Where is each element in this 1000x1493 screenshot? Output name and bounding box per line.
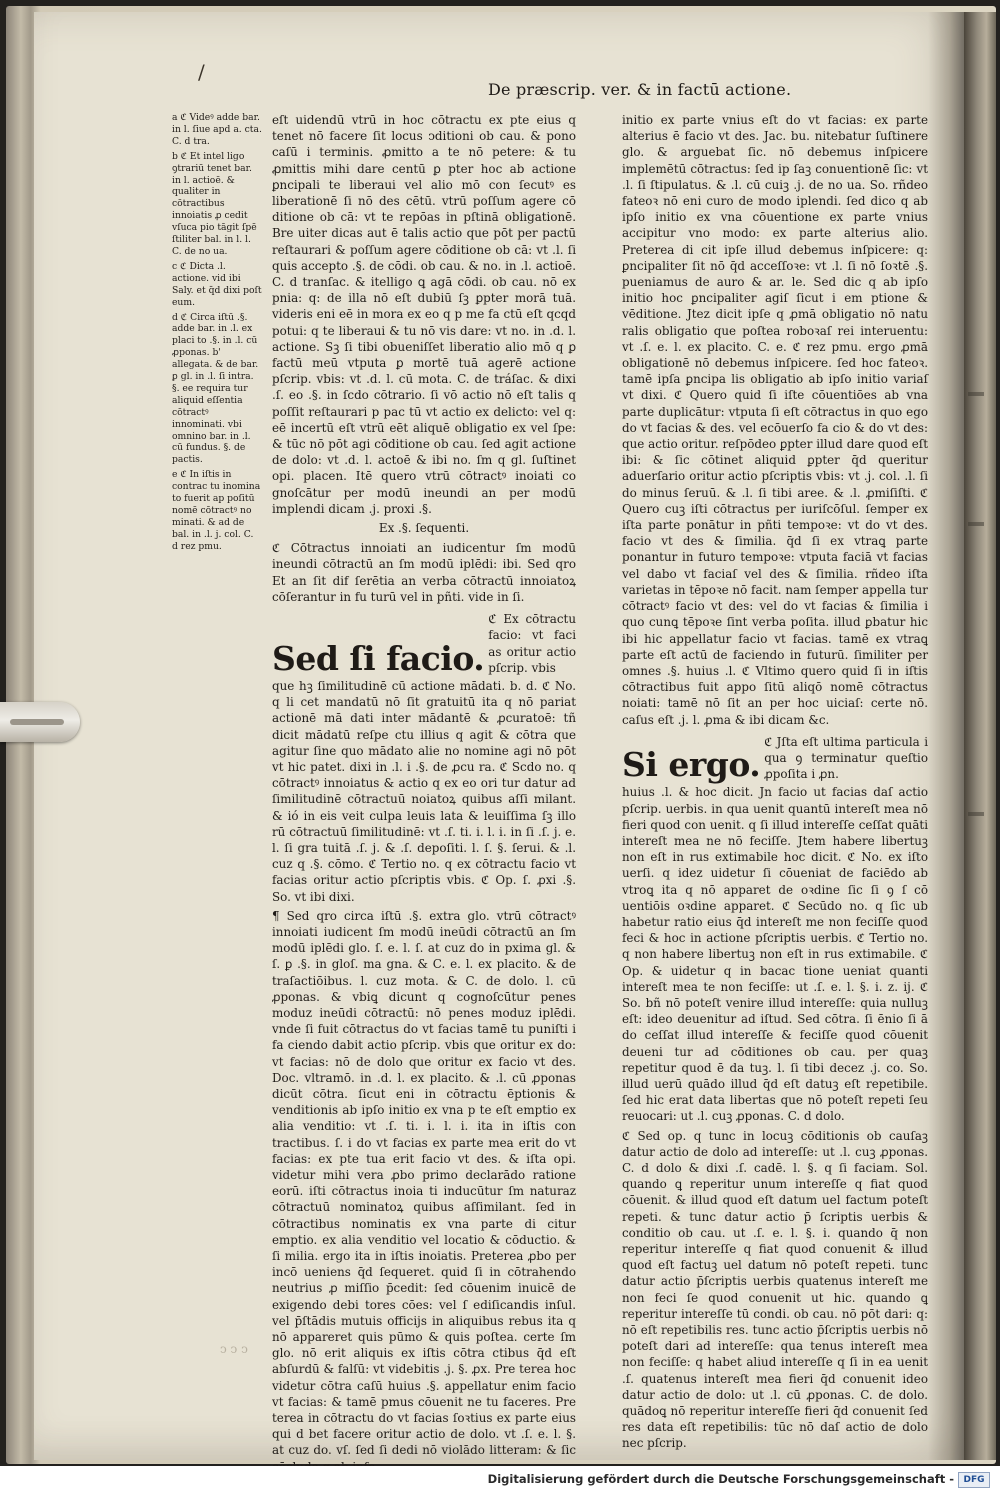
bleed-mark	[968, 812, 984, 816]
bleed-mark	[968, 522, 984, 526]
paragraph: initio ex parte vnius eſt do vt facias: ex parte alterius ē facio vt des. Jac. bu. nitebatur ſuſtinere glo. & arguebat ſic. nō debemus inſpicere implemētū cōtractus: ſed ip ſaꝫ conuentionē ſic: vt .l. ſi ſtipulatus. & .l. cū cuiꝫ .j. de no ua. So. rñdeo fateoꝛ nō eni curo de modo iplendi. ſed dico q ab ipſo initio ex vna cōuentione ex parte vnius accipitur vno modo: ex parte alterius alio. Preterea di cit ipſe illud debemus inſpicere: q: ꝑncipaliter ſit nō q̄d acceſſoꝛe: vt .l. ſi nō ſoꝛtē .§. pueniamus de auro & ar. le. Sed dic q ab ipſo initio hoc ꝑncipaliter agiſ ſicut i em ptione & vēditione. Jtez dicit ipſe q ꝓmā obligatio nō natu ralis obligatio que poſtea roboꝛaſ rei interuentu: vt .ſ. e. l. ex placito. C. e. ℭ rez pmu. ergo ꝓmā obligationē nō debemus inſpicere. ſed hoc fateoꝛ. tamē ipſa ꝑncipa lis obligatio ab ipſo initio variaſ vt dixi. ℭ Quero quid ſi iſte cōuentiōes ab vna parte duplicātur: vtputa ſi eſt cōtractus in quo ego do vt facias & des. vel ecōuerſo fa cio & do vt des: que actio oritur. reſpōdeo ꝑpter illud dare quod eſt ibi: & ſic cōtinet aliquid ꝑpter q̄d queritur aduerſario oritur actio pſcriptis vbis: vt .j. col. .l. ſi do minus ſeruū. & .l. ſi tibi aree. & .l. ꝓmiſiſti. ℭ Quero cuꝫ iſti cōtractus per iuriſcōſul. ſemper ex iſta parte ponātur in pñti tempoꝛe: vt do vt des. facio vt des & ſimilia. q̄d ſi ex vtraꝗ parte ponantur in futuro tempoꝛe: vtputa faciā vt facias vel dabo vt faciaſ vel des & ſimilia. rñdeo iſta varietas in tēpoꝛe nō facit. nam ſemper appella tur cōtractꝰ facio vt des: vel do vt facias & ſimilia i quo cunꝗ tēpoꝛe ſint verba poſita. illud ꝑbatur hic ibi hic appellatur facio vt facias. tamē ex vtraꝗ parte eſt actū de faciendo in futurū. ſimiliter per omnes .§. huius .l. ℭ Vltimo quero quid ſi in iſtis cōtractibus fuit appo ſitū aliqō nomē cōtractus noiati: tamē nō ſit an per hoc uiciaſ: certe nō. caſus eſt .j. l. ꝓma & ibi dicam &c.	[622, 113, 928, 727]
paragraph: eſt uidendū vtrū in hoc cōtractu ex pte eius q tenet nō facere ſit locus ↄditioni ob cau. & pono caſū i terminis. ꝓmitto a te nō petere: & tu ꝓmittis mihi dare centū ꝑ pter hoc ab actione ꝑncipali te liberaui vel alio mō con ſecutꝰ es liberationē ſi nō des cētū. vtrū poſſum agere cō ditione ob cā: vt te repōas in pſtinā obligationē. Bre uiter dicas aut ē talis actio que pōt per pactū reſtaurari & poſſum agere cōditione ob cā: vt .l. ſi quis accepto .§. de cōdi. ob cau. & no. in .l. actioē. C. d tranſac. & itelligo ꝗ agā cōdi. ob cau. nō ex pnia: q: de illa nō eſt dubiū ſꝫ ꝑpter morā tuā. videris eni eē in mora ex eo q p me fa ctū eſt qcqd potui: q te liberaui & tu nō vis dare: vt no. in .d. l. actione. Sꝫ ſi tibi obueniſſet liberatio alio mō q ꝑ factū meū vtputa ꝑ mortē tuā agerē actione pſcrip. vbis: vt .d. l. cū mota. C. de tráſac. & dixi .ſ. eo .§. in ſcdo cōtrario. ſi vō actio nō eſt talis q poſſit reſtaurari p pac tū vt actio ex delicto: vel q: eē incertū eſt vtrū eēt aliquē obligatio ex vel ſpe: & tūc nō pōt agi cōditione ob cau. ſed agit actione de dolo: vt .d. l. actoē & ibi no. ſm q gl. ſuſtinet opi. placen. Itē quero vtrū cōtractꝰ inoiati co gnoſcātur per modū ineundi an per modū implendi dicam .j. proxi .§.	[272, 113, 576, 516]
section-heading	[622, 734, 928, 783]
paragraph-reference: Ex .§. ſequenti.	[378, 521, 470, 536]
book-spine-edge	[964, 12, 996, 1460]
bookmark-slot	[10, 719, 64, 725]
text-column-left	[272, 112, 576, 1478]
paragraph: que hꝫ ſimilitudinē cū actione mādati. b. d. ℭ No. q li cet mandatū nō ſit gratuitū ita q nō pariat actionē mā dati inter mādantē & ꝓcuratoē: tñ dicit mādatū reſpe ctu illius q agit & cōtra que agitur ſine quo mādato alie no nomine agi nō pōt vt hic patet. dixi in .l. i .§. de ꝓcu ra. ℭ Scdo no. q cōtractꝰ innoiatus & actio q ex eo ori tur datur ad ſimilitudinē cōtractuū noiatoꝝ quibus aſſi milant. & ió in eis veit culpa leuis lata & leuiſſima ſꝫ illo rū cōtractuū ſimilitudinē: vt .ſ. ti. i. l. i. in ſi .ſ. j. e. l. ſi gra tuitā .ſ. j. & .ſ. depoſiti. l. ſ. §. ſerui. & .l. cuz q .§. cōmo. ℭ Tertio no. q ex cōtractu facio vt facias oritur actio pſcriptis vbis. ℭ Op. ſ. ꝓxi .§. So. vt ibi dixi.	[272, 678, 576, 904]
paragraph: huius .l. & hoc dicit. Jn facio ut facias daſ actio pſcrip. uerbis. in qua uenit quantū intereſt mea nō fieri quod con uenit. q ſi illud intereſſe ceſſat quāti intereſt mea ne nō feciſſe. Jtem habere libertuꝫ non eſt in rus extimabile hoc dicit. ℭ No. ex iſto uerſi. q idez uidetur ſi cōueniat de faciēdo ab vtroꝗ ita q nō apparet de oꝛdine ſic ſi ꝯ ſ cō uentiōis oꝛdine apparet. ℭ Secūdo no. q ſic ub habetur ratio eius q̄d intereſt me non feciſſe quod feci & hoc in actione pſcriptis uerbis. ℭ Tertio no. q non habere libertuꝫ non eſt in rus extimabile. ℭ Op. & uidetur q in bacac tione ueniat quanti intereſt mea te non feciſſe: ut .ſ. e. l. §. i. z. ij. ℭ So. bñ nō poteſt venire illud intereſſe: quia nulluꝫ eſt: ideo deuenitur ad iſtud. Sed cōtra. ſi ēnio ſi ā do ceſſat illud intereſſe & feciſſe quod cōuenit deueni tur ad cōditiones ob cau. per quaꝫ repetitur quod ē da tuꝫ. l. ſi tibi decez .j. co. So. illud uerū quādo illud q̄d eſt datuꝫ eſt repetibile. ſed hic erat data libertas que nō poteſt repeti ſeu reuocari: ut .l. cuꝫ ꝓponas. C. d dolo.	[622, 785, 928, 1124]
marginal-note: e ℭ In iſtis in contrac tu inomina to fuerit ap poſitū nomē cōtractꝰ no minati. & ad de bal. in .l. j. col. C. d rez pmu.	[172, 469, 261, 552]
marginal-note: b ℭ Et intel ligo ꝯtrariū tenet bar. in l. actioē. & qualiter in cōtractibus innoiatis ꝓ cedit vſuca pio tāgit ſpē ſtiliter bal. in l. l. C. de no ua.	[172, 150, 257, 257]
section-heading-continuation: ℭ Jſta eſt ultima particula i qua ꝯ terminatur queſtio ꝓpoſita i ꝓn.	[764, 734, 928, 782]
marginal-notes	[172, 112, 262, 556]
credit-bar	[0, 1466, 1000, 1493]
section-heading-title: Sed ſi facio.	[272, 638, 485, 678]
marginal-note: c ℭ Dicta .l. actione. vid ibi Saly. et q̄d dixi poſt eum.	[172, 260, 262, 308]
text-column-right	[622, 112, 928, 1455]
funding-credit: Digitalisierung gefördert durch die Deutsche Forschungsgemeinschaft -	[487, 1472, 954, 1486]
section-heading-title: Si ergo.	[622, 745, 761, 785]
paragraph: ℭ Cōtractus innoiati an iudicentur ſm modū ineundi cōtractū an ſm modū iplēdi: ibi. Sed qro Et an ſit dif ſerētia an verba cōtractū innoiatoꝝ cōſerantur in fu turū vel in pñti. vide in ſi.	[272, 541, 576, 604]
marginal-note: a ℭ Videꝰ adde bar. in l. ſiue apd a. cta. C. d tra.	[172, 112, 262, 147]
paragraph: ¶ Sed qro circa iſtū .§. extra glo. vtrū cōtractꝰ innoiati iudicent ſm modū ineūdi cōtractū an ſm modū iplēdi glo. ſ. e. l. ſ. at cuz do in pxima gl. & ſ. ꝑ .§. in gloſ. ma gna. & C. e. l. ex placito. & de traſactiōibus. l. cuz mota. & C. de dolo. l. cū ꝓponas. & vbiꝗ dicunt q cognoſcūtur penes moduz ineūdi cōtractū: nō penes moduz iplēdi. vnde ſi fuit cōtractus do vt facias tamē tu puniſti i fa ciendo dabit actio pſcrip. vbis que oritur ex do: vt facias: nō de dolo que oritur ex facio vt des. Doc. vltramō. in .d. l. ex placito. & .l. cū ꝓponas dicūt cōtra. ſicut eni in cōtractu ēptionis & venditionis ab ipſo initio ex vna p te eſt emptio ex alia venditio: vt .ſ. ti. i. l. i. ita in iſtis con tractibus. ſ. i do vt facias ex parte mea erit do vt facias: ex pte tua erit facio vt des. & iſta opi. videtur mihi vera ꝓbo primo declarādo ratione eorū. iſti cōtractus inoia ti inducūtur ſm naturaz cōtractuū nominatoꝝ quibus aſſimilant. ſed in cōtractibus nominatis ex vna parte di citur emptio. ex alia venditio vel locatio & cōductio. & ſi milia. ergo ita in iſtis inoiatis. Preterea ꝓbo per incō ueniens q̄d ſequeret. quid ſi in cōtrahendo neutrius ꝓ miſſio p̄cedit: ſed cōuenim inuicē de exigendo debi tores cōes: vel ſ ediſicandis inſul. vel p̄ſtādis mutuis officijs in aliquibus rebus ita q nō appareret quis pūmo & quis poſtea. certe ſm glo. nō erit aliquis ex iſtis cōtra ctibus q̄d eſt abſurdū & falſū: vt videbitis .j. §. ꝓx. Pre terea hoc videtur cōtra caſū huius .§. appellatur enim facio vt facias: & tamē pmus cōuenit ne tu faceres. Pre terea in cōtractu do vt facias ſoꝛtius ex parte eius qui d bet facere oritur actio de dolo. vt .ſ. e. l. §. at cuz do. vſ. ſed ſi dedi nō violādo litteram: & ſic	[272, 908, 576, 1458]
bookmark-tab	[0, 702, 80, 742]
running-head: De præscrip. ver. & in factū actione.	[488, 80, 792, 99]
paragraph: ℭ Sed op. q tunc in locuꝫ cōditionis ob cauſaꝫ datur actio de dolo ad intereſſe: ut .l. cuꝫ ꝓponas. C. d dolo & dixi .ſ. cadē. l. §. q ſi faciam. Sol. quando ꝗ reperitur unum intereſſe q fiat quod cōuenit. & illud quod eſt datum uel factum poteſt repeti. & tunc datur actio p̄ ſcriptis uerbis & conditio ob cau. ut .ſ. e. l. §. i. quando q̄ non reperitur intereſſe q fiat quod conuenit & illud quod eſt factuꝫ uel datum nō poteſt repeti. tunc datur actio p̄ſcriptis uerbis quatenus intereſt me non feci ſe quod conuenit ut hic. quando ꝗ reperitur intereſſe tū condi. ob cau. nō pōt dari: q: nō eſt repetibilis res. tunc actio p̄ſcriptis uerbis nō poteſt dari ad intereſſe: qua tenus intereſt mea non feciſſe: q habet aliud intereſſe q ſi in ea uenit .ſ. quatenus intereſt mea fieri q̄d conuenit ideo datur actio de dolo: ut .l. cū ꝓponas. C. de dolo. quādoꝗ nō reperitur intereſſe fieri q̄d conuenit ſed res data eſt repetibilis: tūc nō daſ actio de dolo nec pſcrip.	[622, 1128, 928, 1451]
marginal-note: d ℭ Circa iſtū .§. adde bar. in .l. ex placi to .§. in .l. cū ꝓponas. b' allegata. & de bar. ꝑ gl. in .l. ſi intra. §. ee requira tur aliquid eſſentia cōtractꝰ innominati. vbi omnino bar. in .l. cū fundus. §. de pactis.	[172, 311, 259, 466]
section-heading	[272, 611, 576, 676]
ink-stain-mark: ↄ ↄ ↄ	[220, 1342, 248, 1356]
section-heading-continuation: ℭ Ex cōtractu facio: vt faci as oritur actio pſcrip. vbis	[488, 612, 576, 675]
bleed-mark	[968, 392, 984, 396]
dfg-logo: DFG	[958, 1472, 990, 1488]
page-gutter-shadow	[928, 12, 964, 1460]
folio-mark: /	[198, 60, 205, 84]
